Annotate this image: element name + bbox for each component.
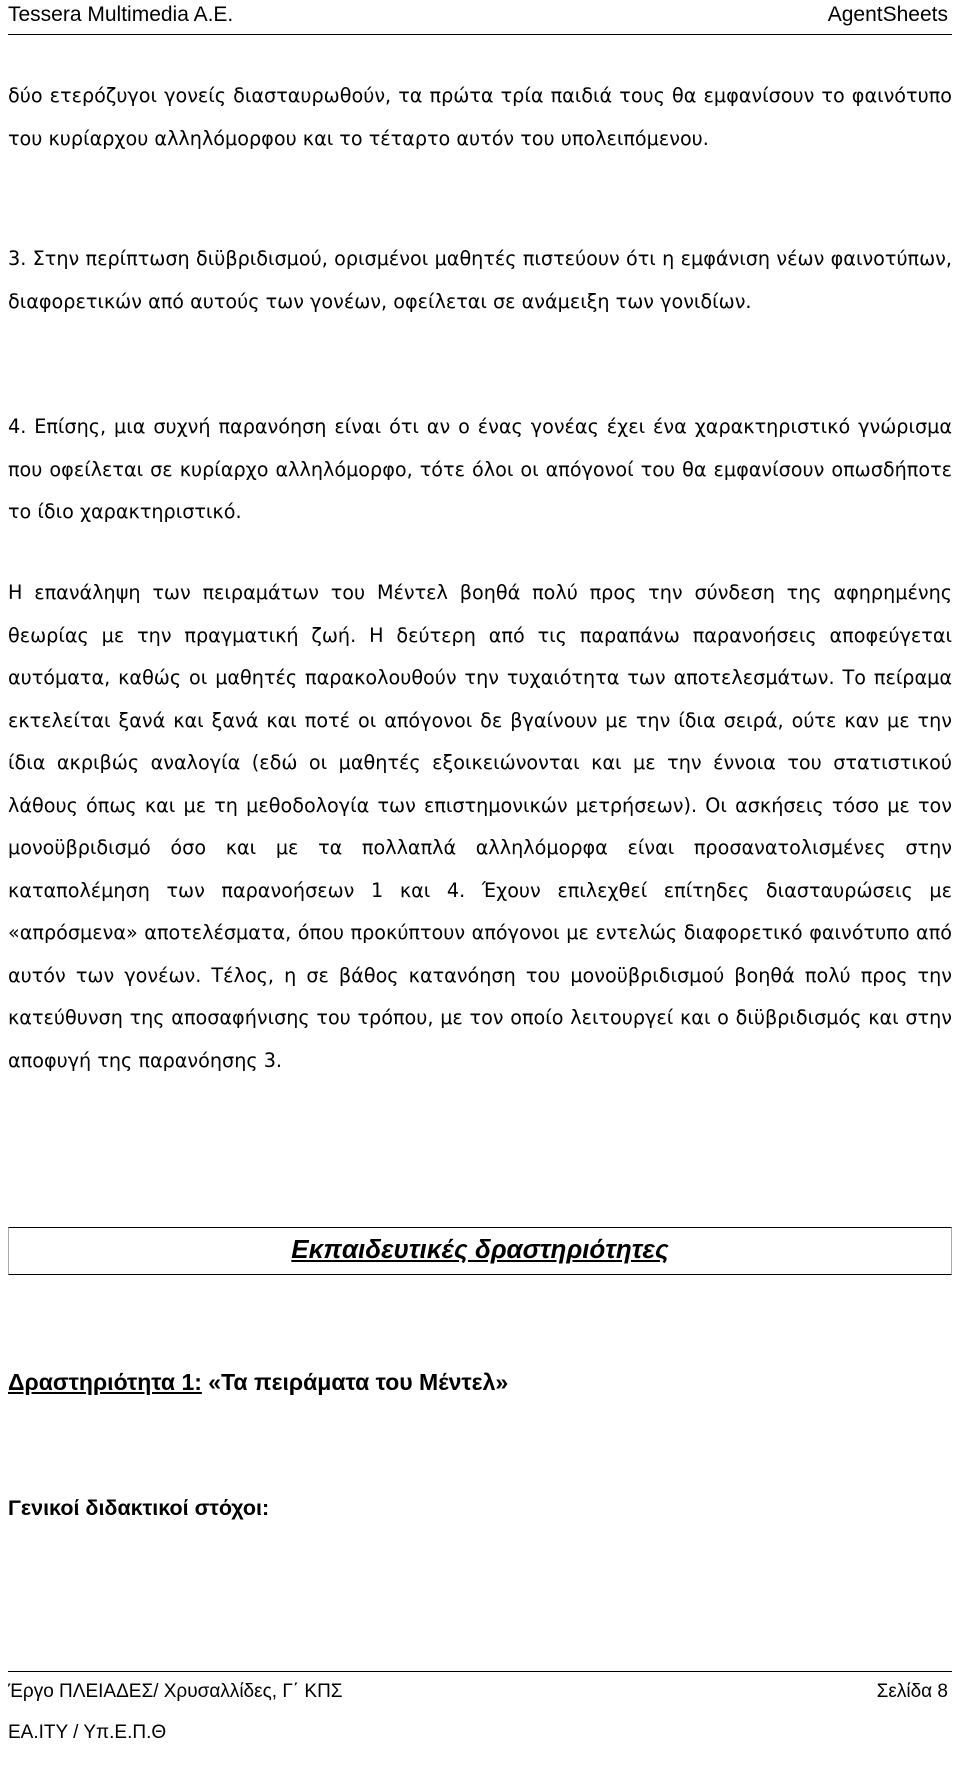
footer-organization: ΕΑ.ΙΤΥ / Υπ.Ε.Π.Θ — [8, 1722, 167, 1743]
goals-heading: Γενικοί διδακτικοί στόχοι: — [8, 1496, 270, 1520]
page-header — [8, 0, 952, 35]
activity-label: Δραστηριότητα 1: — [8, 1369, 202, 1395]
header-company: Tessera Multimedia A.E. — [8, 3, 234, 26]
section-title: Εκπαιδευτικές δραστηριότητες — [291, 1234, 669, 1264]
page-footer — [8, 1671, 952, 1706]
header-product: AgentSheets — [827, 3, 948, 26]
activity-title — [8, 1369, 508, 1396]
section-heading-box — [8, 1227, 952, 1275]
paragraph-2: 3. Στην περίπτωση διϋβριδισμού, ορισμένοι μαθητές πιστεύουν ότι η εμφάνιση νέων φαινοτύπων, διαφορετικών από αυτούς των γονέων, οφείλεται σε ανάμειξη των γονιδίων. — [8, 247, 952, 313]
footer-project: Έργο ΠΛΕΙΑΔΕΣ/ Χρυσαλλίδες, Γ΄ ΚΠΣ — [8, 1681, 343, 1702]
activity-name: «Τα πειράματα του Μέντελ» — [201, 1369, 509, 1395]
paragraph-3: 4. Επίσης, μια συχνή παρανόηση είναι ότι αν ο ένας γονέας έχει ένα χαρακτηριστικό γνώρισμα που οφείλεται σε κυρίαρχο αλληλόμορφο, τότε όλοι οι απόγονοί του θα εμφανίσουν οπωσδήποτε το ίδιο χαρακτηριστικό. — [8, 415, 952, 523]
paragraph-1: δύο ετερόζυγοι γονείς διασταυρωθούν, τα πρώτα τρία παιδιά τους θα εμφανίσουν το φαινότυπο του κυρίαρχου αλληλόμορφου και το τέταρτο αυτόν του υπολειπόμενου. — [8, 84, 952, 150]
paragraph-4: Η επανάληψη των πειραμάτων του Μέντελ βοηθά πολύ προς την σύνδεση της αφηρημένης θεωρίας με την πραγματική ζωή. Η δεύτερη από τις παραπάνω παρανοήσεις αποφεύγεται αυτόματα, καθώς οι μαθητές παρακολουθούν την τυχαιότητα των αποτελεσμάτων. Το πείραμα εκτελείται ξανά και ξανά και ποτέ οι απόγονοι δε βγαίνουν με την ίδια σειρά, ούτε καν με την ίδια ακριβώς αναλογία (εδώ οι μαθητές εξοικειώνονται και με την έννοια του στατιστικού λάθους όπως και με τη μεθοδολογία των επιστημονικών μετρήσεων). Οι ασκήσεις τόσο με τον μονοϋβριδισμό όσο και με τα πολλαπλά αλληλόμορφα είναι προσανατολισμένες στην καταπολέμηση των παρανοήσεων 1 και 4. Έχουν επιλεχθεί επίτηδες διασταυρώσεις με «απρόσμενα» αποτελέσματα, όπου προκύπτουν απόγονοι με εντελώς διαφορετικό φαινότυπο από αυτόν των γονέων. Τέλος, η σε βάθος κατανόηση του μονοϋβριδισμού βοηθά πολύ προς την κατεύθυνση της αποσαφήνισης του τρόπου, με τον οποίο λειτουργεί και ο διϋβριδισμός και στην αποφυγή της παρανόησης 3. — [8, 581, 952, 1072]
footer-page-number: Σελίδα 8 — [876, 1681, 948, 1702]
